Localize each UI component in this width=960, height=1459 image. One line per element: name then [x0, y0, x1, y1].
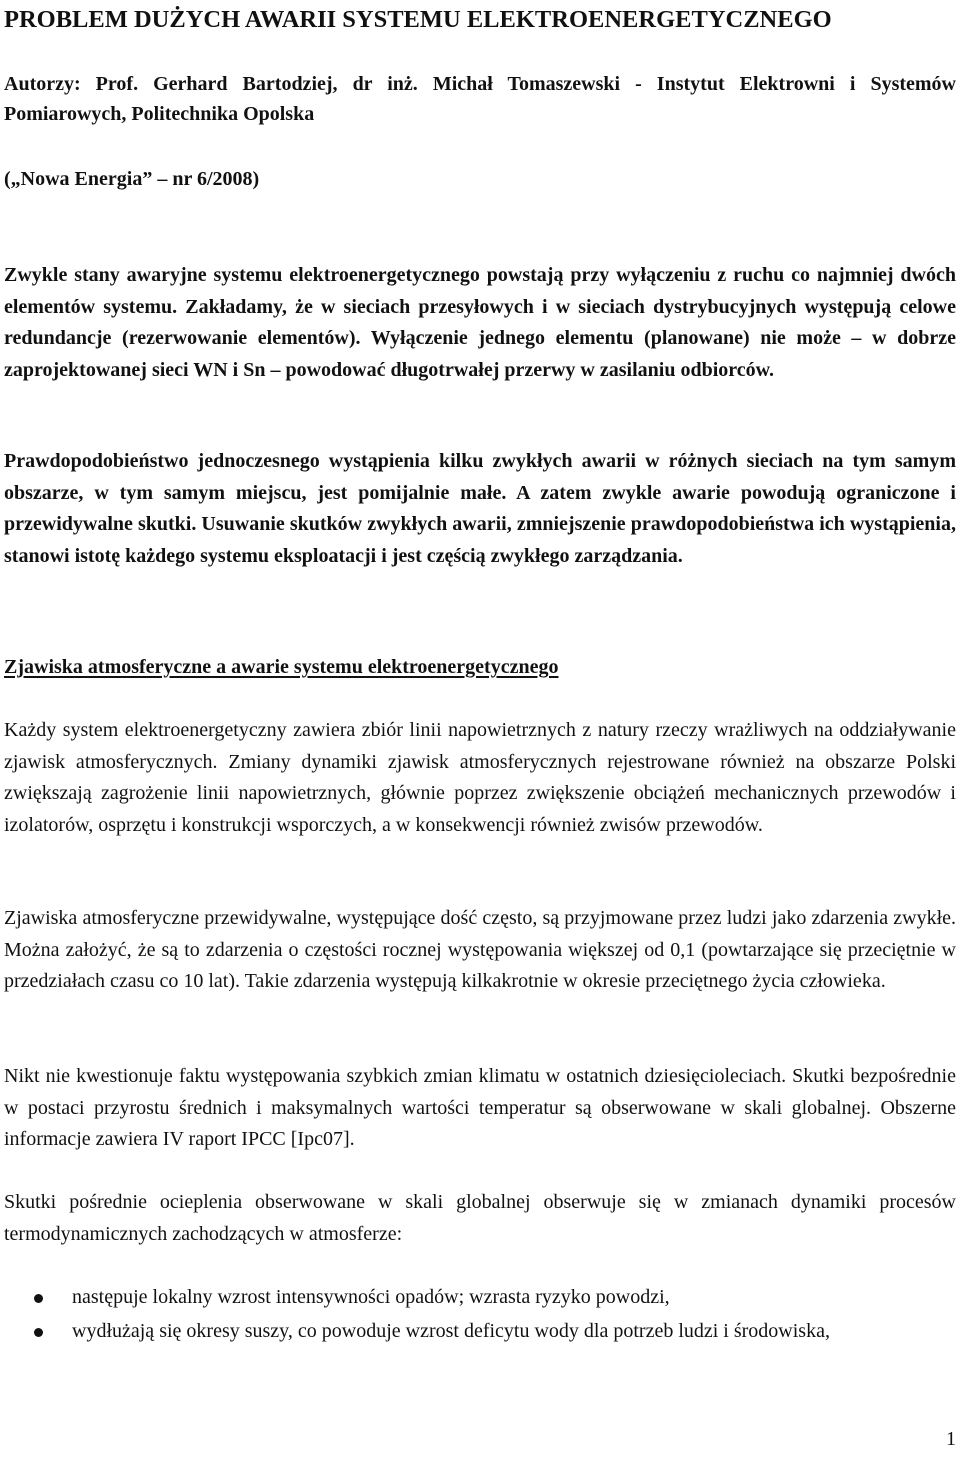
source-citation: („Nowa Energia” – nr 6/2008) [4, 168, 260, 190]
bullet-text: wydłużają się okresy suszy, co powoduje wzrost deficytu wody dla potrzeb ludzi i środowiska, [72, 1319, 830, 1342]
body-paragraph-2: Zjawiska atmosferyczne przewidywalne, występujące dość często, są przyjmowane przez ludzi jako zdarzenia zwykłe. Można założyć, że są to zdarzenia o częstości rocznej występowania większej od 0,1 (powtarzające się przeciętnie w przedziałach czasu co 10 lat). Takie zdarzenia występują kilkakrotnie w okresie przeciętnego życia człowieka. [4, 907, 956, 993]
intro-paragraph-2: Prawdopodobieństwo jednoczesnego wystąpienia kilku zwykłych awarii w różnych sieciach na tym samym obszarze, w tym samym miejscu, jest pomijalnie małe. A zatem zwykle awarie powodują ograniczone i przewidywalne skutki. Usuwanie skutków zwykłych awarii, zmniejszenie prawdopodobieństwa ich wystąpienia, stanowi istotę każdego systemu eksploatacji i jest częścią zwykłego zarządzania. [4, 450, 956, 567]
body-paragraph-1: Każdy system elektroenergetyczny zawiera zbiór linii napowietrznych z natury rzeczy wrażliwych na oddziaływanie zjawisk atmosferycznych. Zmiany dynamiki zjawisk atmosferycznych rejestrowane również na obszarze Polski zwiększają zagrożenie linii napowietrznych, głównie poprzez zwiększenie obciążeń mechanicznych przewodów i izolatorów, osprzętu i konstrukcji wsporczych, a w konsekwencji również zwisów przewodów. [4, 719, 956, 836]
bullet-list [4, 1282, 956, 1349]
bullet-text: następuje lokalny wzrost intensywności opadów; wzrasta ryzyko powodzi, [72, 1286, 670, 1308]
bullet-icon [34, 1328, 43, 1337]
body-paragraph-4: Skutki pośrednie ocieplenia obserwowane w skali globalnej obserwuje się w zmianach dynamiki procesów termodynamicznych zachodzących w atmosferze: [4, 1191, 956, 1245]
section-heading: Zjawiska atmosferyczne a awarie systemu elektroenergetycznego [4, 656, 559, 678]
authors-line: Autorzy: Prof. Gerhard Bartodziej, dr inż. Michał Tomaszewski - Instytut Elektrowni i Systemów Pomiarowych, Politechnika Opolska [4, 73, 956, 125]
intro-paragraph-1: Zwykle stany awaryjne systemu elektroenergetycznego powstają przy wyłączeniu z ruchu co najmniej dwóch elementów systemu. Zakładamy, że w sieciach przesyłowych i w sieciach dystrybucyjnych występują celowe redundancje (rezerwowanie elementów). Wyłączenie jednego elementu (planowane) nie może – w dobrze zaprojektowanej sieci WN i Sn – powodować długotrwałej przerwy w zasilaniu odbiorców. [4, 264, 956, 381]
list-item [4, 1316, 956, 1348]
document-page [4, 0, 956, 1459]
list-item [4, 1282, 956, 1314]
body-paragraph-3: Nikt nie kwestionuje faktu występowania szybkich zmian klimatu w ostatnich dziesięcioleciach. Skutki bezpośrednie w postaci przyrostu średnich i maksymalnych wartości temperatur są obserwowane w skali globalnej. Obszerne informacje zawiera IV raport IPCC [Ipc07]. [4, 1065, 956, 1151]
bullet-icon [34, 1294, 43, 1303]
document-title: PROBLEM DUŻYCH AWARII SYSTEMU ELEKTROENERGETYCZNEGO [4, 6, 832, 33]
page-number: 1 [946, 1428, 956, 1450]
